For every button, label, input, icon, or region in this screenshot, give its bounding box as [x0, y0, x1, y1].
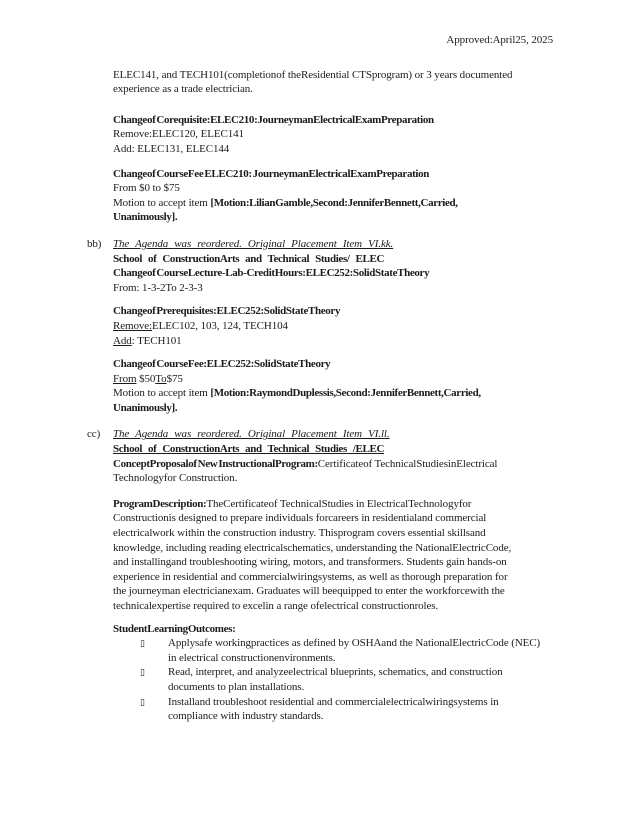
motion-line-1 [113, 386, 580, 401]
agenda-item-cc [87, 427, 580, 485]
agenda-reordered-note-bb: The Agenda was reordered. Original Placement Item VI.kk. [113, 237, 394, 250]
course-fee-elec210-from: From $0 to $75 [113, 182, 180, 195]
outcome-3-line-2: compliance with industry standards. [168, 710, 324, 723]
document-body [87, 68, 580, 724]
lecture-lab-credit-from: From: 1-3-2To 2-3-3 [113, 281, 203, 294]
outcome-2-line-2: documents to plan installations. [168, 680, 305, 693]
motion-detail: [Motion:LilianGamble,Second:JenniferBennett,Carried, [210, 196, 458, 209]
concept-proposal-label: ConceptProposalof New InstructionalProgram: [113, 457, 318, 470]
motion-detail: [Motion:RaymondDuplessis,Second:JenniferBennett,Carried, [210, 387, 481, 400]
program-description-line: knowledge, including reading electricalschematics, understanding the NationalElectricCode, [113, 541, 512, 554]
document-page [0, 33, 618, 833]
course-fee-elec210-heading: Changeof CourseFee ELEC210: JourneymanElectricalExamPreparation [113, 167, 430, 180]
lecture-lab-credit-heading: Changeof CourseLecture-Lab-CreditHours:ELEC252:SolidStateTheory [113, 267, 430, 280]
remove-label: Remove: [113, 319, 153, 332]
item-label-bb: bb) [87, 237, 102, 250]
add-label: Add [113, 334, 132, 347]
program-description-line-1 [113, 497, 580, 512]
student-learning-outcomes-section [113, 622, 580, 724]
outcome-1-line-2: in electrical constructionenvironments. [168, 651, 336, 664]
course-fee-elec252-from [113, 372, 580, 387]
concept-proposal-line-2: Technologyfor Construction. [113, 472, 238, 485]
to-amount: $75 [166, 372, 183, 385]
student-learning-outcomes-heading: StudentLearningOutcomes: [113, 622, 236, 635]
add-courses: : TECH101 [131, 334, 182, 347]
program-description-rest: TheCertificateof TechnicalStudies in ElectricalTechnologyfor [206, 497, 472, 510]
intro-line-1: ELEC141, and TECH101(completionof theResidential CTSprogram) or 3 years documented [113, 68, 513, 81]
bullet-box-icon: ▯ [140, 668, 145, 679]
motion-prefix: Motion to accept item [113, 196, 211, 209]
from-label: From [113, 372, 137, 385]
agenda-reordered-note-cc: The Agenda was reordered. Original Placement Item VI.ll. [113, 428, 390, 441]
outcome-2-line-1: Read, interpret, and analyzeelectrical blueprints, schematics, and construction [168, 666, 503, 679]
prerequisites-remove-line [113, 319, 580, 334]
remove-courses: ELEC102, 103, 124, TECH104 [152, 319, 288, 332]
bullet-box-icon: ▯ [140, 639, 145, 650]
prerequisites-elec252-block [113, 304, 580, 348]
prerequisites-elec252-heading: Changeof Prerequisites:ELEC252:SolidStateTheory [113, 305, 341, 318]
course-fee-elec252-block [113, 357, 580, 415]
school-line-bb: School of ConstructionArts and Technical Studies/ ELEC [113, 252, 385, 265]
to-label: To [155, 372, 167, 385]
outcome-1-line-1: Applysafe workingpractices as defined by OSHAand the NationalElectricCode (NEC) [168, 637, 541, 650]
approved-date: Approved:April25, 2025 [446, 34, 553, 46]
prerequisites-add-line [113, 334, 580, 349]
program-description-paragraph [113, 497, 580, 614]
intro-paragraph [113, 68, 580, 97]
course-fee-elec210-block [113, 167, 580, 225]
motion-line-1 [113, 196, 580, 211]
program-description-line: technicalexpertise required to excelin a range ofelectrical constructionroles. [113, 600, 439, 612]
program-description-line: and installingand troubleshooting wiring, motors, and transformers. Students gain hands-on [113, 556, 507, 569]
outcome-3-line-1: Installand troubleshoot residential and commercialelectricalwiringsystems in [168, 695, 499, 708]
item-label-cc: cc) [87, 428, 101, 441]
from-amount: $50 [136, 372, 156, 385]
course-fee-elec252-heading: Changeof CourseFee:ELEC252:SolidStateTheory [113, 358, 331, 371]
school-line-cc: School of ConstructionArts and Technical Studies /ELEC [113, 443, 385, 456]
change-of-corequisite-heading: Changeof Corequisite:ELEC210:JourneymanElectricalExamPreparation [113, 113, 434, 126]
motion-line-2: Unanimously]. [113, 401, 178, 414]
agenda-item-bb [87, 237, 580, 295]
program-description-line: electricalwork within the construction industry. Thisprogram covers essential skillsand [113, 527, 486, 540]
outcome-bullet-2 [113, 665, 580, 694]
program-description-line: Constructionis designed to prepare individuals forcareers in residentialand commercial [113, 512, 487, 525]
motion-prefix: Motion to accept item [113, 387, 211, 400]
concept-proposal-line-1 [113, 457, 580, 472]
program-description-line: the journeyman electricianexam. Graduates will beequipped to enter the workforcewith the [113, 585, 505, 598]
program-description-label: ProgramDescription: [113, 497, 207, 510]
intro-line-2: experience as a trade electrician. [113, 83, 253, 96]
concept-proposal-rest: Certificateof TechnicalStudiesinElectrical [317, 457, 498, 470]
corequisite-remove-line: Remove:ELEC120, ELEC141 [113, 128, 244, 141]
bullet-box-icon: ▯ [140, 697, 145, 708]
outcome-bullet-1 [113, 636, 580, 665]
change-of-corequisite-block [113, 113, 580, 157]
program-description-line: experience in residential and commercialwiringsystems, as well as thorough preparation for [113, 570, 508, 583]
corequisite-add-line: Add: ELEC131, ELEC144 [113, 142, 230, 155]
outcome-bullet-3 [113, 695, 580, 724]
motion-line-2: Unanimously]. [113, 211, 178, 224]
